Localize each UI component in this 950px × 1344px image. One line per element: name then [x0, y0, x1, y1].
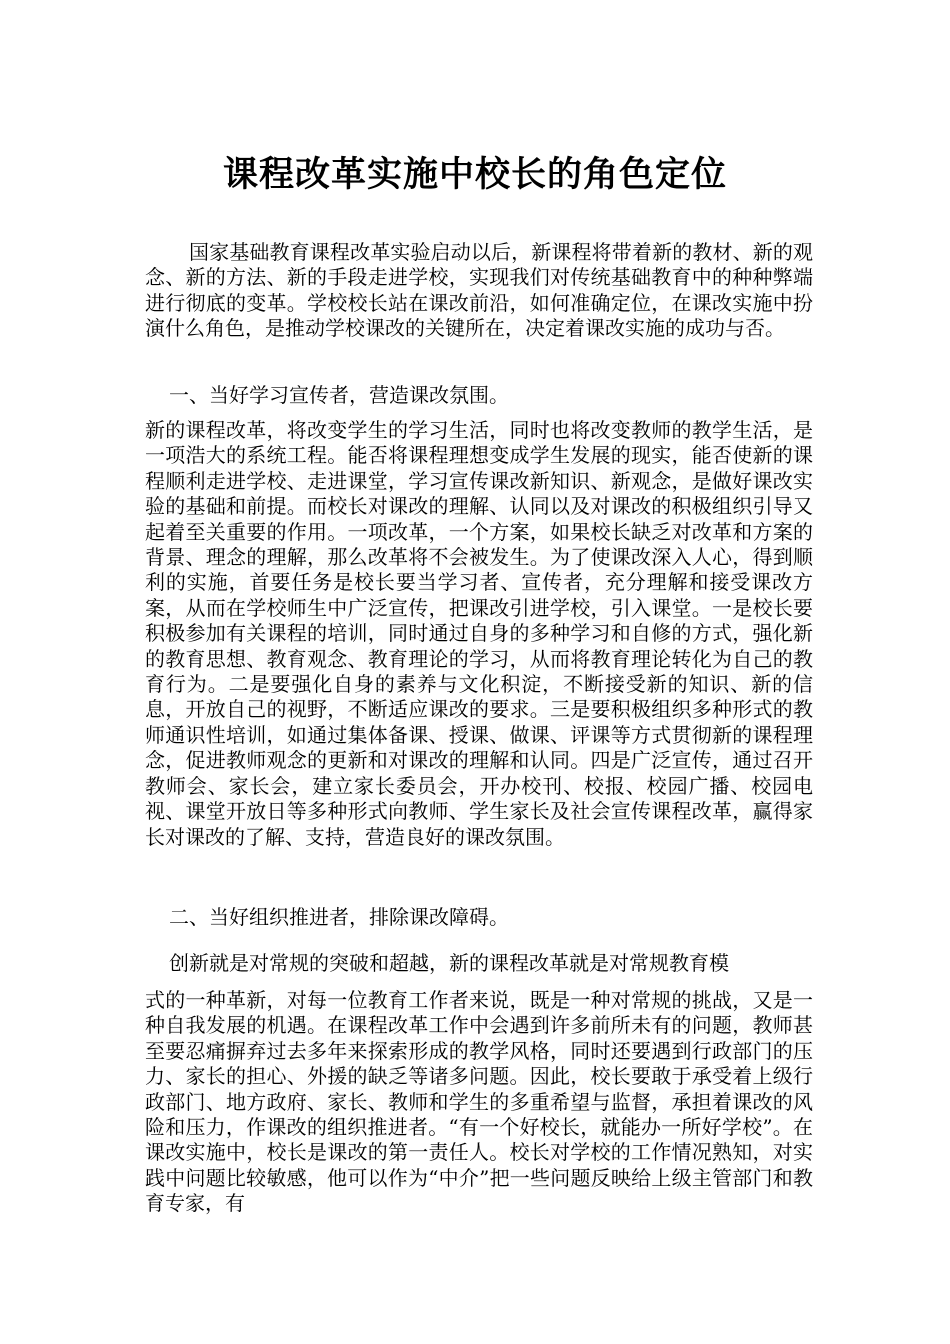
section-1-heading: 一、当好学习宣传者，营造课改氛围。 — [169, 383, 509, 407]
document-title: 课程改革实施中校长的角色定位 — [222, 154, 727, 196]
section-2-body: 式的一种革新，对每一位教育工作者来说，既是一种对常规的挑战，又是一种自我发展的机遇。在课程改革工作中会遇到许多前所未有的问题，教师甚至要忍痛摒弃过去多年来探索形成的教学风格，同时还要遇到行政部门的压力、家长的担心、外援的缺乏等诸多问题。因此，校长要敢于承受着上级行政部门、地方政府、家长、教师和学生的多重希望与监督，承担着课改的风险和压力，作课改的组织推进者。“有一个好校长，就能办一所好学校”。在课改实施中，校长是课改的第一责任人。校长对学校的工作情况熟知，对实践中问题比较敏感，他可以作为“中介”把一些问题反映给上级主管部门和教育专家，有 — [145, 988, 813, 1216]
section-2-first-line: 创新就是对常规的突破和超越，新的课程改革就是对常规教育模 — [169, 951, 729, 975]
section-1-body: 新的课程改革，将改变学生的学习生活，同时也将改变教师的教学生活，是一项浩大的系统工程。能否将课程理想变成学生发展的现实，能否使新的课程顺利走进学校、走进课堂，学习宣传课改新知识、新观念，是做好课改实验的基础和前提。而校长对课改的理解、认同以及对课改的积极组织引导又起着至关重要的作用。一项改革，一个方案，如果校长缺乏对改革和方案的背景、理念的理解，那么改革将不会被发生。为了使课改深入人心，得到顺利的实施，首要任务是校长要当学习者、宣传者，充分理解和接受课改方案，从而在学校师生中广泛宣传，把课改引进学校，引入课堂。一是校长要积极参加有关课程的培训，同时通过自身的多种学习和自修的方式，强化新的教育思想、教育观念、教育理论的学习，从而将教育理论转化为自己的教育行为。二是要强化自身的素养与文化积淀，不断接受新的知识、新的信息，开放自己的视野，不断适应课改的要求。三是要积极组织多种形式的教师通识性培训，如通过集体备课、授课、做课、评课等方式贯彻新的课程理念，促进教师观念的更新和对课改的理解和认同。四是广泛宣传，通过召开教师会、家长会，建立家长委员会，开办校刊、校报、校园广播、校园电视、课堂开放日等多种形式向教师、学生家长及社会宣传课程改革，赢得家长对课改的了解、支持，营造良好的课改氛围。 — [145, 418, 813, 849]
section-2-heading: 二、当好组织推进者，排除课改障碍。 — [169, 905, 509, 929]
intro-paragraph: 国家基础教育课程改革实验启动以后，新课程将带着新的教材、新的观念、新的方法、新的手段走进学校，实现我们对传统基础教育中的种种弊端进行彻底的变革。学校校长站在课改前沿，如何准确定位，在课改实施中扮演什么角色，是推动学校课改的关键所在，决定着课改实施的成功与否。 — [145, 240, 813, 341]
